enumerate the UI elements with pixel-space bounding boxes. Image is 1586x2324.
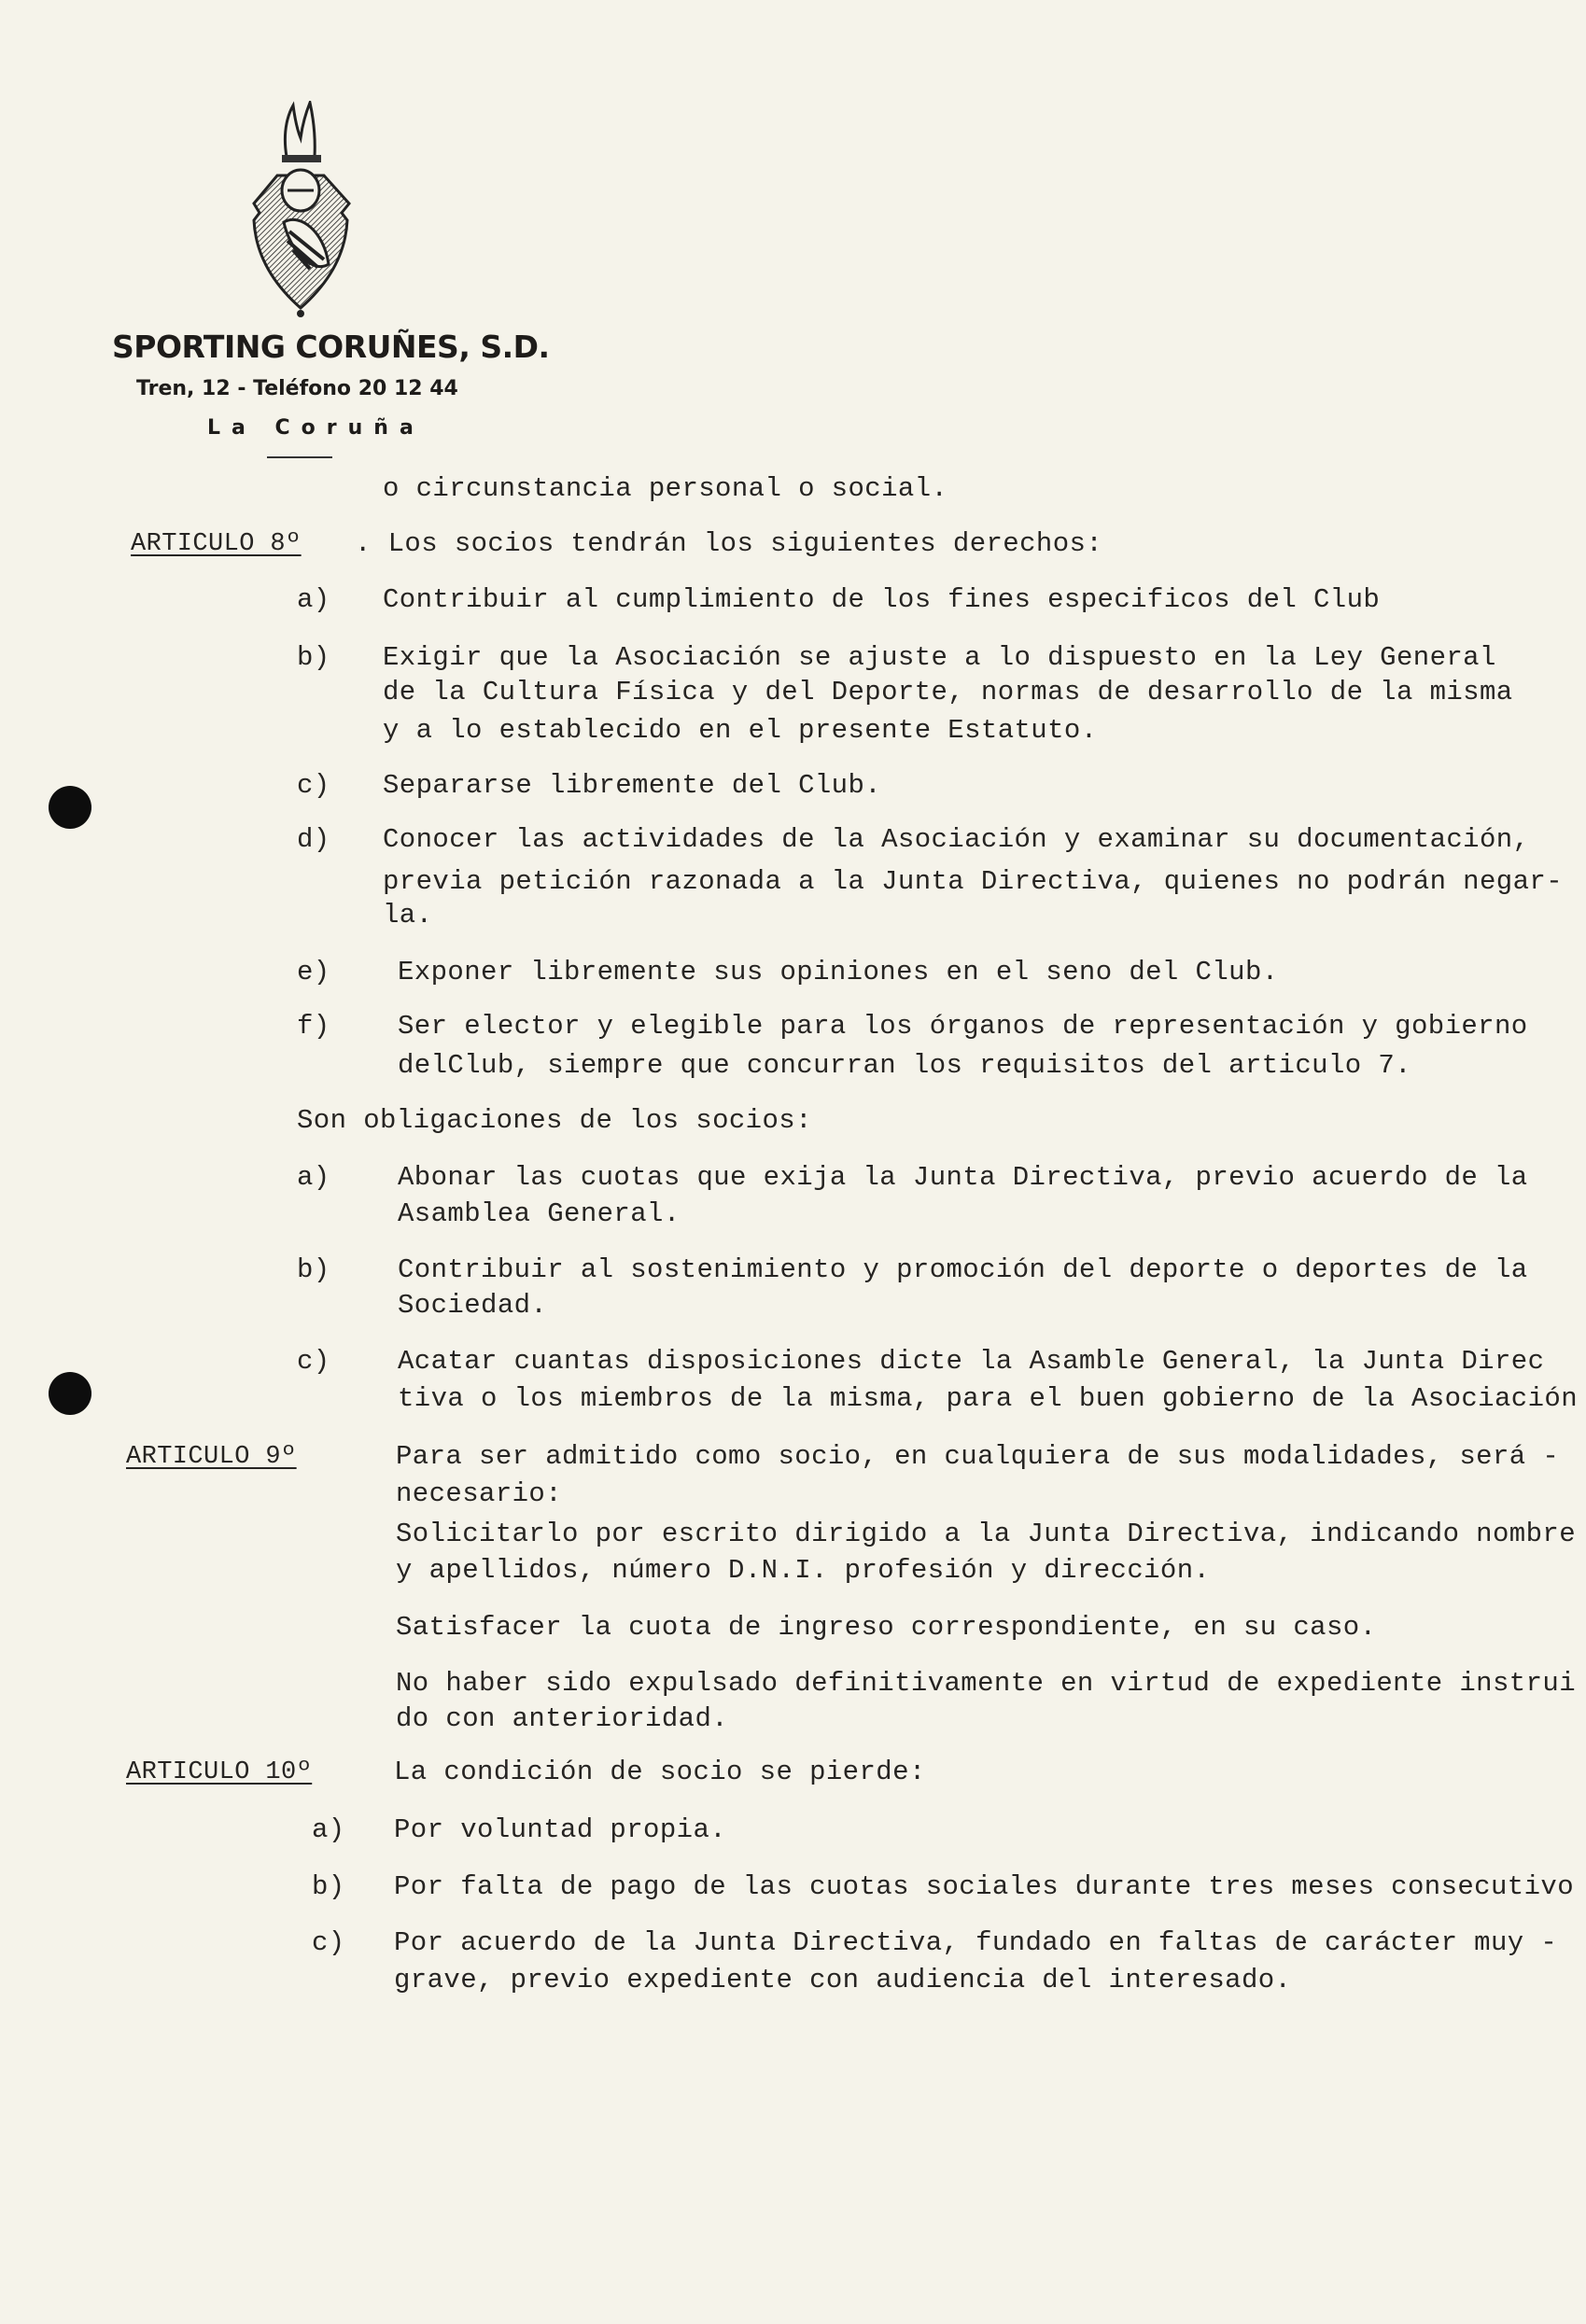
club-crest-logo <box>235 101 366 317</box>
item-letter: c) <box>312 1927 345 1958</box>
item-text: Solicitarlo por escrito dirigido a la Junta Directiva, indicando nombre <box>396 1519 1577 1549</box>
item-text: Separarse libremente del Club. <box>383 770 882 801</box>
item-text: la. <box>383 900 433 931</box>
item-text: Satisfacer la cuota de ingreso correspondiente, en su caso. <box>396 1612 1377 1643</box>
item-text: previa petición razonada a la Junta Directiva, quienes no podrán negar- <box>383 866 1564 897</box>
item-text: do con anterioridad. <box>396 1703 729 1734</box>
item-letter: b) <box>297 1254 330 1285</box>
item-letter: d) <box>297 824 330 855</box>
item-text: Exigir que la Asociación se ajuste a lo dispuesto en la Ley General <box>383 642 1496 673</box>
punch-hole <box>49 1372 91 1415</box>
article-10-lead: La condición de socio se pierde: <box>394 1757 926 1787</box>
item-text: Conocer las actividades de la Asociación y examinar su documentación, <box>383 824 1530 855</box>
club-name: SPORTING CORUÑES, S.D. <box>112 329 550 365</box>
item-letter: f) <box>297 1011 330 1042</box>
club-city: La Coruña <box>207 416 425 440</box>
item-letter: e) <box>297 957 330 987</box>
item-letter: b) <box>312 1871 345 1902</box>
item-text: tiva o los miembros de la misma, para el buen gobierno de la Asociación <box>398 1383 1579 1414</box>
item-letter: b) <box>297 642 330 673</box>
item-text: Abonar las cuotas que exija la Junta Directiva, previo acuerdo de la <box>398 1162 1528 1193</box>
club-address: Tren, 12 - Teléfono 20 12 44 <box>136 377 458 400</box>
item-text: grave, previo expediente con audiencia del interesado. <box>394 1965 1292 1995</box>
obligations-lead: Son obligaciones de los socios: <box>297 1105 812 1136</box>
item-text: Acatar cuantas disposiciones dicte la Asamble General, la Junta Direc <box>398 1346 1545 1377</box>
item-letter: a) <box>297 1162 330 1193</box>
item-text: Por acuerdo de la Junta Directiva, fundado en faltas de carácter muy - <box>394 1927 1558 1958</box>
intro-line: o circunstancia personal o social. <box>383 473 948 504</box>
item-text: delClub, siempre que concurran los requisitos del articulo 7. <box>398 1050 1411 1081</box>
article-8-lead: . Los socios tendrán los siguientes derechos: <box>355 528 1103 559</box>
item-text: Por voluntad propia. <box>394 1814 727 1845</box>
item-text: Contribuir al cumplimiento de los fines especificos del Club <box>383 584 1381 615</box>
item-letter: a) <box>312 1814 345 1845</box>
item-letter: c) <box>297 770 330 801</box>
letterhead-divider <box>267 456 332 458</box>
item-text: Contribuir al sostenimiento y promoción del deporte o deportes de la <box>398 1254 1528 1285</box>
item-text: de la Cultura Física y del Deporte, normas de desarrollo de la misma <box>383 677 1513 707</box>
item-text: necesario: <box>396 1478 563 1509</box>
item-text: No haber sido expulsado definitivamente en virtud de expediente instrui <box>396 1668 1577 1699</box>
article-9-heading: ARTICULO 9º <box>126 1443 297 1471</box>
item-letter: a) <box>297 584 330 615</box>
article-8-heading: ARTICULO 8º <box>131 530 302 558</box>
item-text: Para ser admitido como socio, en cualquiera de sus modalidades, será - <box>396 1441 1560 1472</box>
punch-hole <box>49 786 91 829</box>
item-text: y a lo establecido en el presente Estatuto. <box>383 715 1098 746</box>
article-10-heading: ARTICULO 10º <box>126 1758 313 1786</box>
item-text: Asamblea General. <box>398 1198 681 1229</box>
item-text: Por falta de pago de las cuotas sociales durante tres meses consecutivo <box>394 1871 1575 1902</box>
item-text: y apellidos, número D.N.I. profesión y dirección. <box>396 1555 1211 1586</box>
item-text: Exponer libremente sus opiniones en el seno del Club. <box>398 957 1279 987</box>
item-letter: c) <box>297 1346 330 1377</box>
item-text: Ser elector y elegible para los órganos de representación y gobierno <box>398 1011 1528 1042</box>
item-text: Sociedad. <box>398 1290 548 1321</box>
